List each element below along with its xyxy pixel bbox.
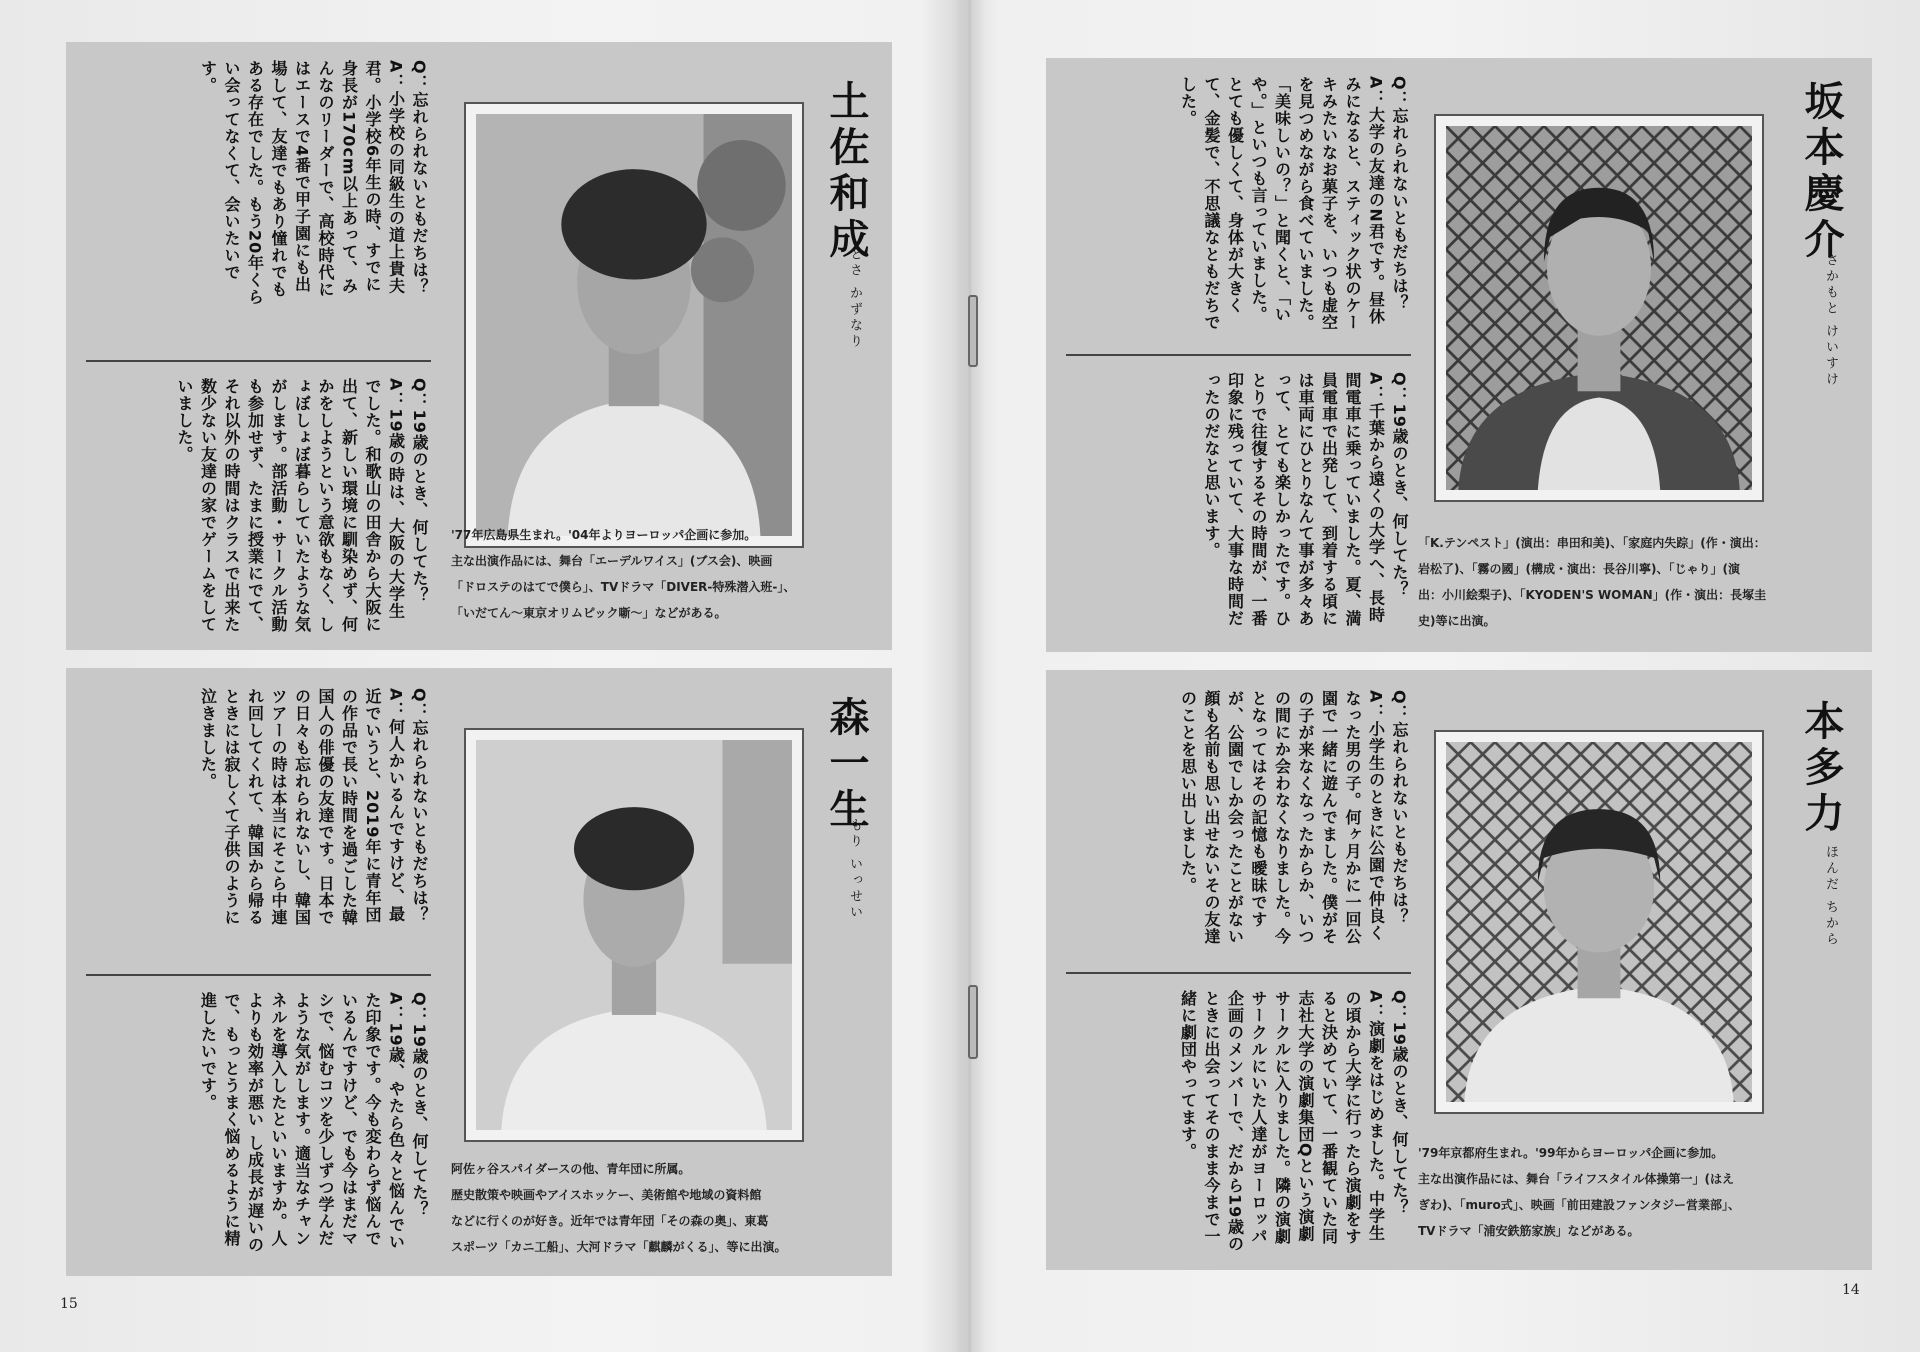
caption-line: 史)等に出演。: [1418, 614, 1496, 628]
profile-name: 森一生: [823, 696, 869, 834]
section-divider: [1066, 972, 1411, 974]
question-block-2: [1066, 372, 1411, 638]
caption-line: などに行くのが好き。近年では青年団「その森の奥」、東葛: [451, 1214, 769, 1228]
question-text: Q：19歳のとき、何してた？: [410, 992, 429, 1218]
profile-caption: [451, 1156, 871, 1260]
question-block-1: [86, 688, 431, 938]
profile-photo: [476, 740, 792, 1130]
caption-line: 歴史散策や映画やアイスホッケー、美術館や地域の資料館: [451, 1188, 762, 1202]
profile-photo-frame: [464, 728, 804, 1142]
profile-name-kana: ほんだ ちから: [1823, 845, 1838, 949]
caption-line: スポーツ「カニ工船」、大河ドラマ「麒麟がくる」、等に出演。: [451, 1240, 787, 1254]
section-divider: [1066, 354, 1411, 356]
question-text: Q：19歳のとき、何してた？: [1390, 372, 1409, 598]
answer-text: A：19歳、やたら色々と悩んでいた印象です。今も変わらず悩んでいるんですけど、でも今はまだマシで、悩むコツを少しずつ学んだような気がします。適当なチャンネルを導入したといいますか。人よりも効率が悪い し成長が遅いので、もっとうまく悩めるように精進したいです。: [198, 992, 406, 1254]
answer-text: A：19歳の時は、大阪の大学生でした。和歌山の田舎から大阪に出て、新しい環境に馴染めず、何かをしようという意欲もなく、しょぼしょぼ暮らしていたような気がします。部活動・サークル活動も参加せず、たまに授業にでて、それ以外の時間はクラスで出来た数少ない友達の家でゲームをしていました。: [175, 378, 406, 633]
question-block-1: [86, 60, 431, 310]
question-text: Q：19歳のとき、何してた？: [1390, 990, 1409, 1216]
profile-photo: [1446, 126, 1752, 490]
caption-line: 「K.テンペスト」(演出：串田和美)、「家庭内失踪」(作・演出：: [1418, 536, 1766, 550]
question-block-2: [1066, 990, 1411, 1256]
section-divider: [86, 974, 431, 976]
caption-line: 出：小川絵梨子)、「KYODEN'S WOMAN」(作・演出：長塚圭: [1418, 588, 1767, 602]
caption-line: 「いだてん〜東京オリムピック噺〜」などがある。: [451, 606, 727, 620]
profile-photo-frame: [1434, 114, 1764, 502]
profile-panel-honda: [1046, 670, 1872, 1270]
caption-line: 主な出演作品には、舞台「ライフスタイル体操第一」(はえ: [1418, 1172, 1735, 1186]
caption-line: '79年京都府生まれ。'99年からヨーロッパ企画に参加。: [1418, 1146, 1724, 1160]
question-block-2: [86, 378, 431, 636]
profile-name-kana: さかもと けいすけ: [1823, 253, 1838, 389]
question-text: Q：19歳のとき、何してた？: [410, 378, 429, 604]
caption-line: 主な出演作品には、舞台「エーデルワイス」(ブス会)、映画: [451, 554, 773, 568]
question-block-1: [1066, 690, 1411, 948]
page-number-right: 14: [1842, 1282, 1860, 1298]
profile-photo: [476, 114, 792, 536]
caption-line: 岩松了)、「霧の國」(構成・演出：長谷川寧)、「じゃり」(演: [1418, 562, 1740, 576]
answer-text: A：小学校の同級生の道上貴夫君。小学校6年生の時、すでに身長が170cm以上あって、みんなのリーダーで、高校時代にはエースで4番で甲子園にも出場して、友達でもあり憧れでもある存在でした。もう20年くらい会ってなくて、会いたいです。: [198, 60, 406, 306]
profile-panel-sakamoto: [1046, 58, 1872, 652]
answer-text: A：小学生のときに公園で仲良くなった男の子。何ヶ月かに一回公園で一緒に遊んでました。僕がその子が来なくなったからか、いつの間にか会わなくなりました。今となってはその記憶も曖昧ですが、公園でしか会ったことがない顔も名前も思い出せないその友達のことを思い出しました。: [1178, 690, 1386, 945]
profile-caption: [1418, 530, 1854, 634]
caption-line: '77年広島県生まれ。'04年よりヨーロッパ企画に参加。: [451, 528, 757, 542]
profile-caption: [451, 522, 871, 626]
answer-text: A：千葉から遠くの大学へ、長時間電車に乗っていました。夏、満員電車で出発して、到着する頃には車両にひとりなんて事が多々あって、とても楽しかったです。ひとりで往復するその時間が、一番印象に残っていて、大事な時間だったのだなと思います。: [1202, 372, 1386, 627]
question-text: Q：忘れられないともだちは？: [1390, 690, 1409, 926]
question-block-2: [86, 992, 431, 1262]
answer-text: A：大学の友達のN君です。昼休みになると、スティック状のケーキみたいなお菓子を、いつも虚空を見つめながら食べていました。「美味しいの？」と聞くと、「いや。」といつも言っていました。とても優しくて、身体が大きくて、金髪で、不思議なともだちでした。: [1178, 76, 1386, 331]
profile-name: 坂本慶介: [1798, 80, 1844, 264]
page-number-left: 15: [60, 1296, 78, 1312]
question-text: Q：忘れられないともだちは？: [410, 688, 429, 924]
profile-name: 本多力: [1798, 700, 1844, 838]
caption-line: ぎわ)、「muro式」、映画「前田建設ファンタジー営業部」、: [1418, 1198, 1740, 1212]
staple-bottom: [968, 985, 978, 1059]
profile-photo-frame: [1434, 730, 1764, 1114]
question-text: Q：忘れられないともだちは？: [1390, 76, 1409, 312]
caption-line: 阿佐ヶ谷スパイダースの他、青年団に所属。: [451, 1162, 691, 1176]
center-gutter: [955, 0, 985, 1352]
caption-line: 「ドロステのはてで僕ら」、TVドラマ「DIVER-特殊潜入班-」、: [451, 580, 796, 594]
section-divider: [86, 360, 431, 362]
answer-text: A：何人かいるんですけど、最近でいうと、2019年に青年団の作品で長い時間を過ごした韓国人の俳優の友達です。日本での日々も忘れられないし、韓国ツアーの時は本当にそこら中連れ回してくれて、韓国から帰るときには寂しくて子供のように泣きました。: [198, 688, 406, 926]
profile-photo-frame: [464, 102, 804, 548]
profile-photo: [1446, 742, 1752, 1102]
question-text: Q：忘れられないともだちは？: [410, 60, 429, 296]
profile-caption: [1418, 1140, 1854, 1244]
profile-panel-mori: [66, 668, 892, 1276]
answer-text: A：演劇をはじめました。中学生の頃から大学に行ったら演劇をすると決めていて、一番観ていた同志社大学の演劇集団Qという演劇サークルに入りました。隣の演劇サークルにいた人達がヨーロッパ企画のメンバーで、だから19歳のときに出会ってそのまま今まで一緒に劇団やってます。: [1178, 990, 1386, 1253]
profile-name: 土佐和成: [823, 80, 869, 264]
caption-line: TVドラマ「浦安鉄筋家族」などがある。: [1418, 1224, 1640, 1238]
staple-top: [968, 295, 978, 367]
profile-name-kana: とさ かずなり: [847, 247, 862, 351]
profile-panel-tosa: [66, 42, 892, 650]
question-block-1: [1066, 76, 1411, 338]
profile-name-kana: もり いっせい: [847, 818, 862, 922]
